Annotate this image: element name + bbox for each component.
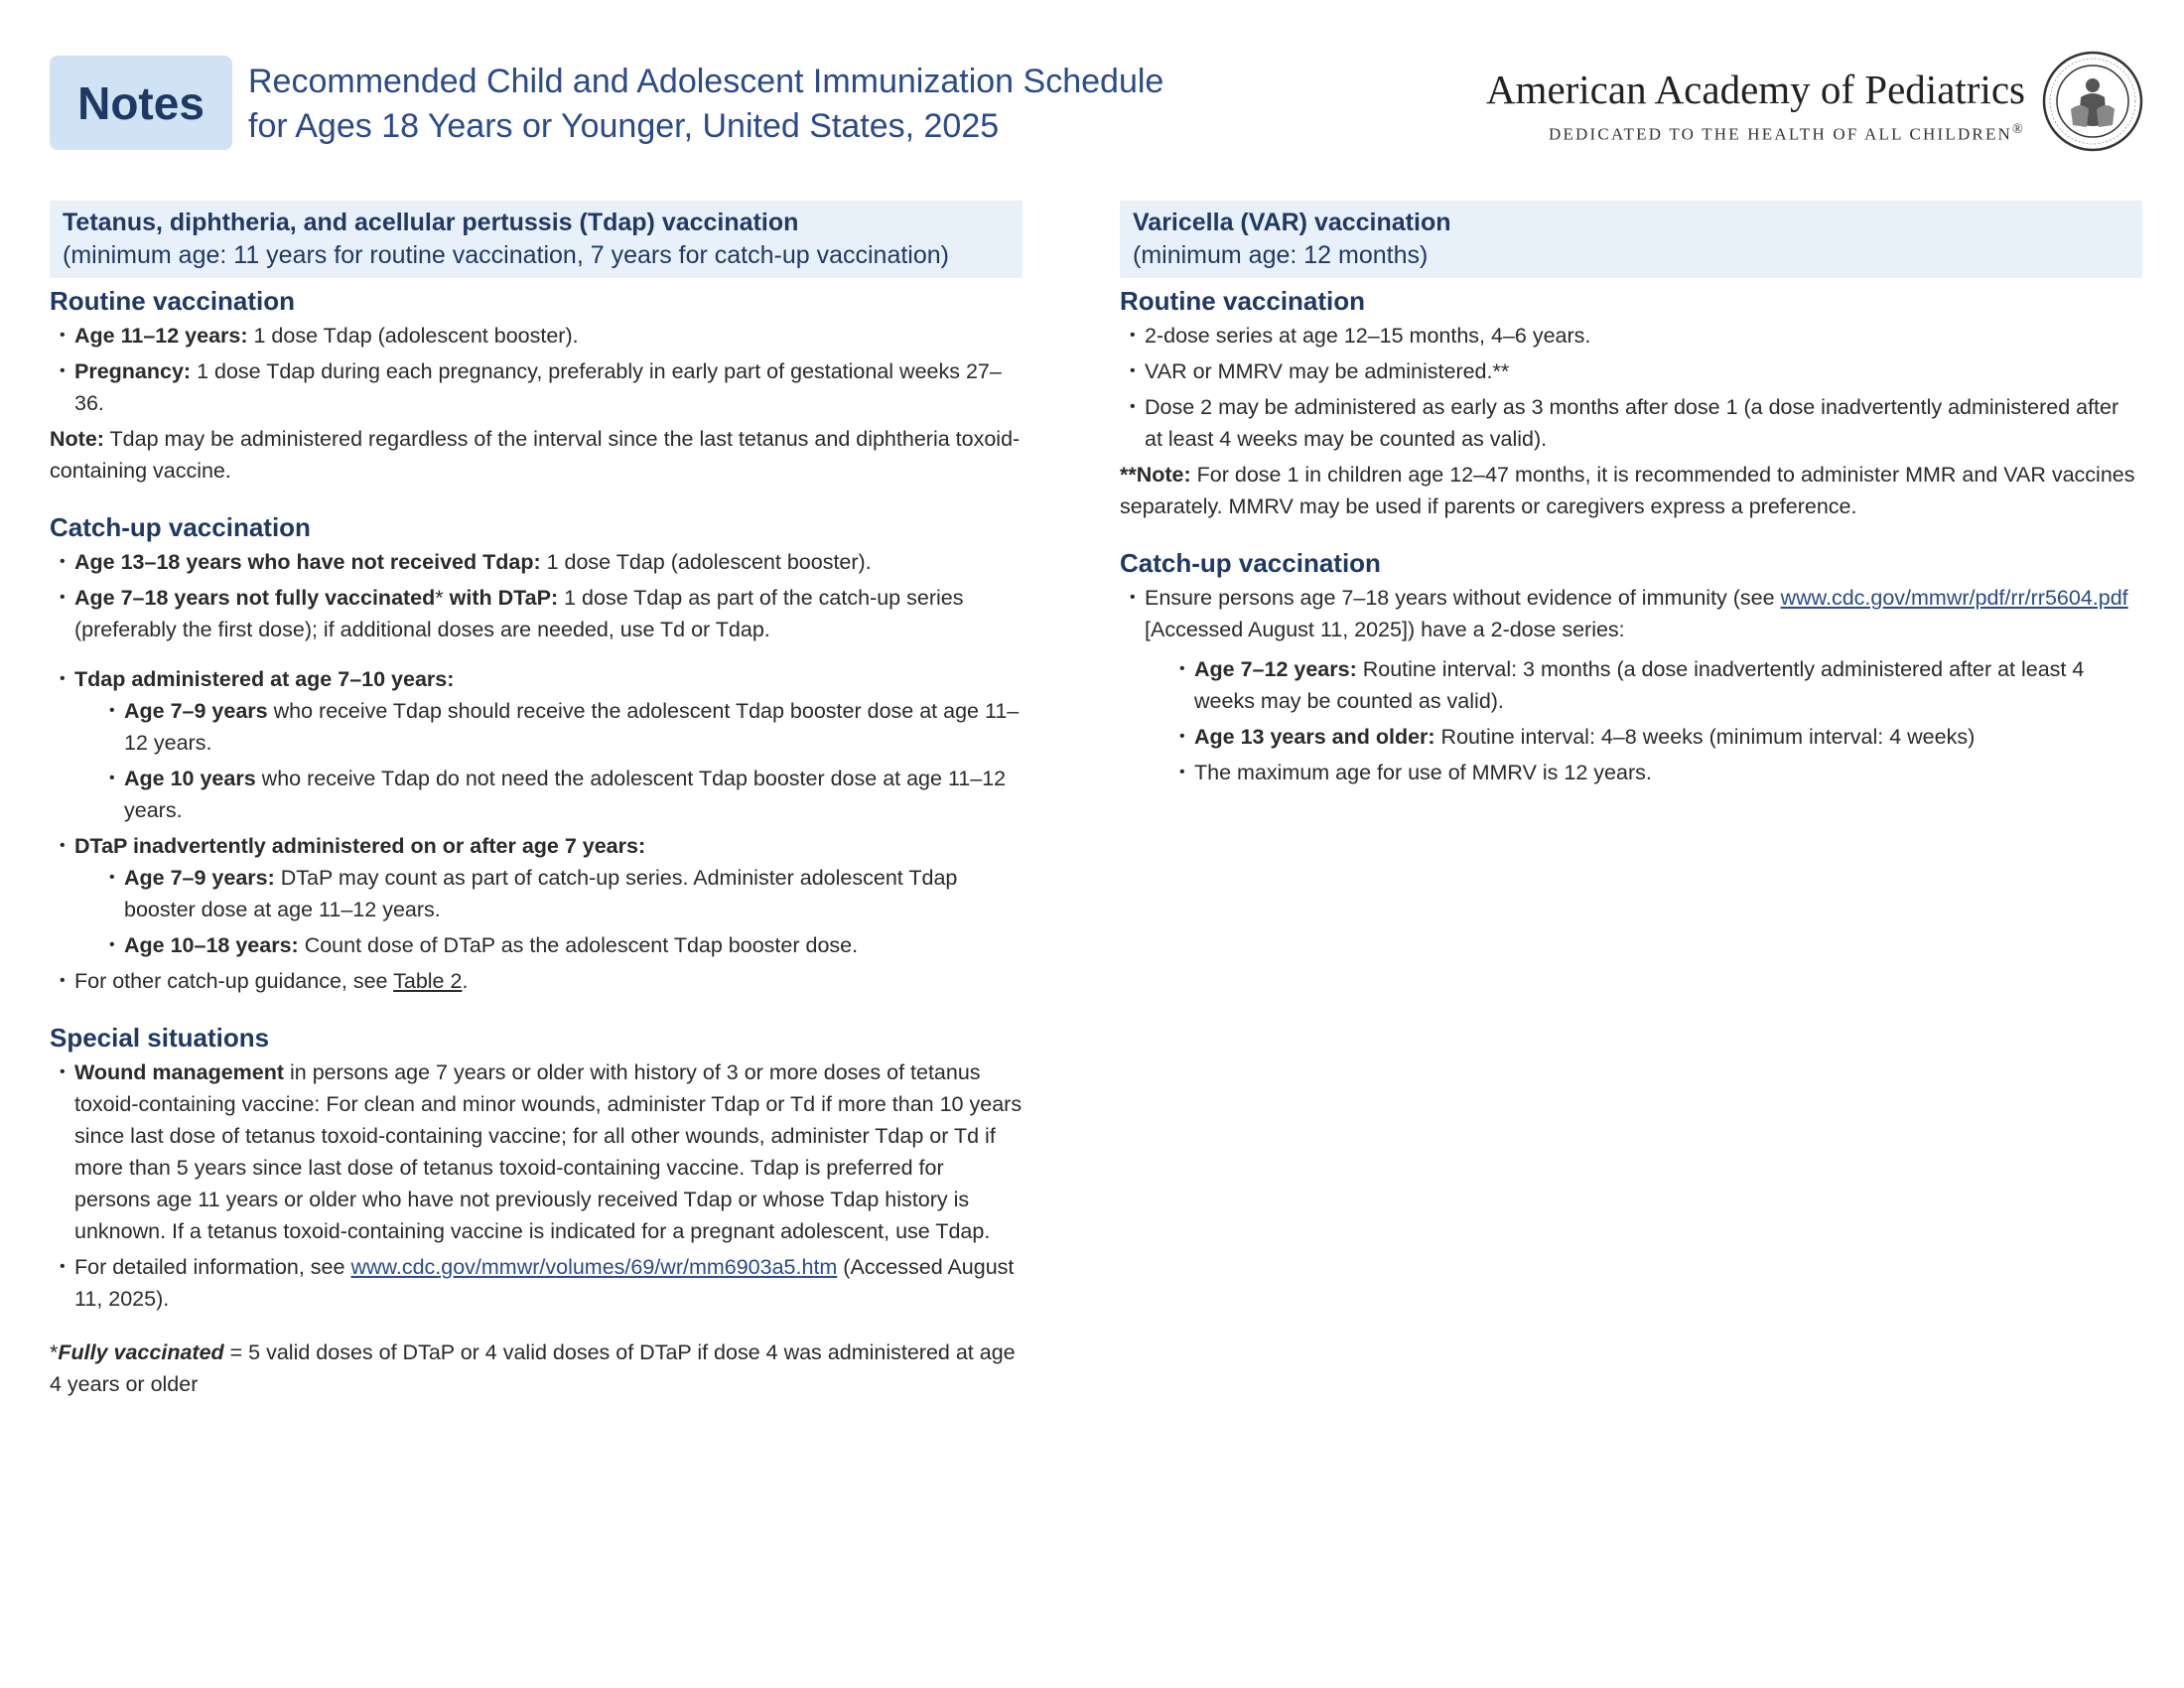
mmwr-link[interactable]: www.cdc.gov/mmwr/volumes/69/wr/mm6903a5.htm (350, 1255, 838, 1279)
item-text: [Accessed August 11, 2025]) have a 2-dose series: (1145, 618, 1625, 641)
list-item (50, 830, 1023, 961)
item-label: Age 10–18 years: (124, 933, 299, 957)
footnote (50, 1336, 1023, 1400)
varicella-routine-heading: Routine vaccination (1120, 286, 1366, 316)
item-text: 1 dose Tdap (adolescent booster). (247, 324, 579, 348)
tdap-catchup-list (50, 546, 1023, 997)
list-item (50, 663, 1023, 826)
list-item (50, 320, 1023, 352)
tdap-special-heading: Special situations (50, 1023, 270, 1053)
page-title-line-1: Recommended Child and Adolescent Immunization Schedule (248, 63, 1164, 100)
list-item (50, 965, 1023, 997)
varicella-minimum-age: (minimum age: 12 months) (1133, 241, 1429, 269)
tdap-catchup-heading: Catch-up vaccination (50, 512, 311, 542)
page-header (50, 56, 2144, 165)
item-text: Routine interval: 3 months (a dose inadvertently administered after at least 4 weeks may be counted as valid). (1194, 657, 2085, 713)
list-item (1169, 653, 2142, 717)
list-item (50, 1056, 1023, 1247)
sub-list (74, 862, 1023, 961)
varicella-catchup-heading: Catch-up vaccination (1120, 548, 1381, 578)
varicella-catchup-list (1120, 582, 2142, 788)
footnote-marker: * (50, 1340, 59, 1364)
note-label: **Note: (1120, 463, 1191, 487)
tdap-minimum-age: (minimum age: 11 years for routine vaccination, 7 years for catch-up vaccination) (63, 241, 949, 269)
item-text: 1 dose Tdap as part of the catch-up series (preferably the first dose); if additional doses are needed, use Td or Tdap. (74, 586, 964, 641)
note-label: Note: (50, 427, 104, 451)
item-text: For detailed information, see (74, 1255, 351, 1279)
item-label: Wound management (74, 1060, 285, 1084)
item-text: Count dose of DTaP as the adolescent Tdap booster dose. (298, 933, 859, 957)
aap-seal-logo (2041, 50, 2144, 153)
page-title-line-2: for Ages 18 Years or Younger, United States, 2025 (248, 107, 1000, 145)
list-item: • Dose 2 may be administered as early as 3 months after dose 1 (a dose inadvertently administered after at least 4 weeks may be counted as valid). (1120, 391, 2142, 455)
list-item: • VAR or MMRV may be administered.** (1120, 355, 2142, 387)
page-title (248, 60, 1163, 149)
tdap-title: Tetanus, diphtheria, and acellular pertussis (Tdap) vaccination (63, 209, 799, 236)
item-label: Age 11–12 years: (74, 324, 248, 348)
table-2-link[interactable]: Table 2 (393, 969, 463, 993)
list-item (50, 355, 1023, 419)
tdap-section-header (50, 201, 1023, 278)
item-label: Age 7–18 years not fully vaccinated (74, 586, 436, 610)
item-label: Age 13–18 years who have not received Tdap: (74, 550, 541, 574)
list-item (99, 862, 1023, 925)
item-label: with DTaP: (443, 586, 559, 610)
list-item (99, 695, 1023, 759)
organization-name: American Academy of Pediatrics (1485, 67, 2025, 112)
item-text: who receive Tdap do not need the adolescent Tdap booster dose at age 11–12 years. (124, 767, 1007, 822)
list-item (50, 1251, 1023, 1315)
item-text: (Accessed August 11, 2025). (74, 1255, 1015, 1311)
sub-list (1145, 653, 2142, 788)
item-text: who receive Tdap should receive the adolescent Tdap booster dose at age 11–12 years. (124, 699, 1020, 755)
organization-tagline (1486, 121, 2025, 145)
sub-list (74, 695, 1023, 826)
rr5604-link[interactable]: www.cdc.gov/mmwr/pdf/rr/rr5604.pdf (1780, 586, 2128, 610)
item-text: . (462, 969, 469, 993)
tdap-note (50, 423, 1023, 487)
varicella-routine-list (1120, 320, 2142, 455)
footnote-text: = 5 valid doses of DTaP or 4 valid doses of DTaP if dose 4 was administered at age 4 years or older (50, 1340, 1016, 1396)
item-label: DTaP inadvertently administered on or after age 7 years: (74, 834, 646, 858)
list-item (50, 582, 1023, 645)
item-label: Tdap administered at age 7–10 years: (74, 667, 455, 691)
list-item: • 2-dose series at age 12–15 months, 4–6 years. (1120, 320, 2142, 352)
list-item (99, 929, 1023, 961)
notes-badge: Notes (50, 56, 232, 150)
item-text: 1 dose Tdap during each pregnancy, preferably in early part of gestational weeks 27–36. (74, 359, 1002, 415)
tdap-routine-heading: Routine vaccination (50, 286, 296, 316)
note-text: Tdap may be administered regardless of the interval since the last tetanus and diphtheria toxoid-containing vaccine. (50, 427, 1021, 483)
item-label: Pregnancy: (74, 359, 192, 383)
item-text: For other catch-up guidance, see (74, 969, 394, 993)
note-text: For dose 1 in children age 12–47 months, it is recommended to administer MMR and VAR vaccines separately. MMRV may be used if parents or caregivers express a preference. (1120, 463, 2135, 518)
footnote-term: Fully vaccinated (58, 1340, 224, 1364)
item-text: in persons age 7 years or older with history of 3 or more doses of tetanus toxoid-containing vaccine: For clean and minor wounds, administer Tdap or Td if more than 10 years since last dose of tetanus toxoid-containing vaccine; for all other wounds, administer Tdap or Td if more than 5 years since last dose of tetanus toxoid-containing vaccine. Tdap is preferred for persons age 11 years or older who have not previously received Tdap or whose Tdap history is unknown. If a tetanus toxoid-containing vaccine is indicated for a pregnant adolescent, use Tdap. (74, 1060, 1023, 1243)
varicella-section-header (1120, 201, 2142, 278)
organization-tagline-text: DEDICATED TO THE HEALTH OF ALL CHILDREN (1549, 124, 2013, 144)
tdap-special-list (50, 1056, 1023, 1315)
tdap-routine-list (50, 320, 1023, 419)
item-text: 1 dose Tdap (adolescent booster). (540, 550, 872, 574)
item-text: Ensure persons age 7–18 years without evidence of immunity (see (1145, 586, 1781, 610)
item-text: DTaP may count as part of catch-up series. Administer adolescent Tdap booster dose at age 11–12 years. (124, 866, 958, 921)
item-label: Age 13 years and older: (1194, 725, 1435, 749)
varicella-note (1120, 459, 2142, 522)
varicella-column (1120, 201, 2142, 792)
item-label: Age 7–9 years: (124, 866, 275, 890)
item-text: Routine interval: 4–8 weeks (minimum interval: 4 weeks) (1434, 725, 1976, 749)
tdap-column (50, 201, 1023, 1400)
varicella-title: Varicella (VAR) vaccination (1133, 209, 1451, 236)
item-label: Age 10 years (124, 767, 256, 790)
item-label: Age 7–12 years: (1194, 657, 1357, 681)
list-item (99, 763, 1023, 826)
list-item: • The maximum age for use of MMRV is 12 years. (1169, 757, 2142, 788)
footnote-marker: * (435, 586, 444, 610)
organization-block (1486, 66, 2025, 145)
list-item (50, 546, 1023, 578)
list-item (1120, 582, 2142, 788)
list-item (1169, 721, 2142, 753)
registered-mark: ® (2012, 121, 2025, 137)
item-label: Age 7–9 years (124, 699, 268, 723)
